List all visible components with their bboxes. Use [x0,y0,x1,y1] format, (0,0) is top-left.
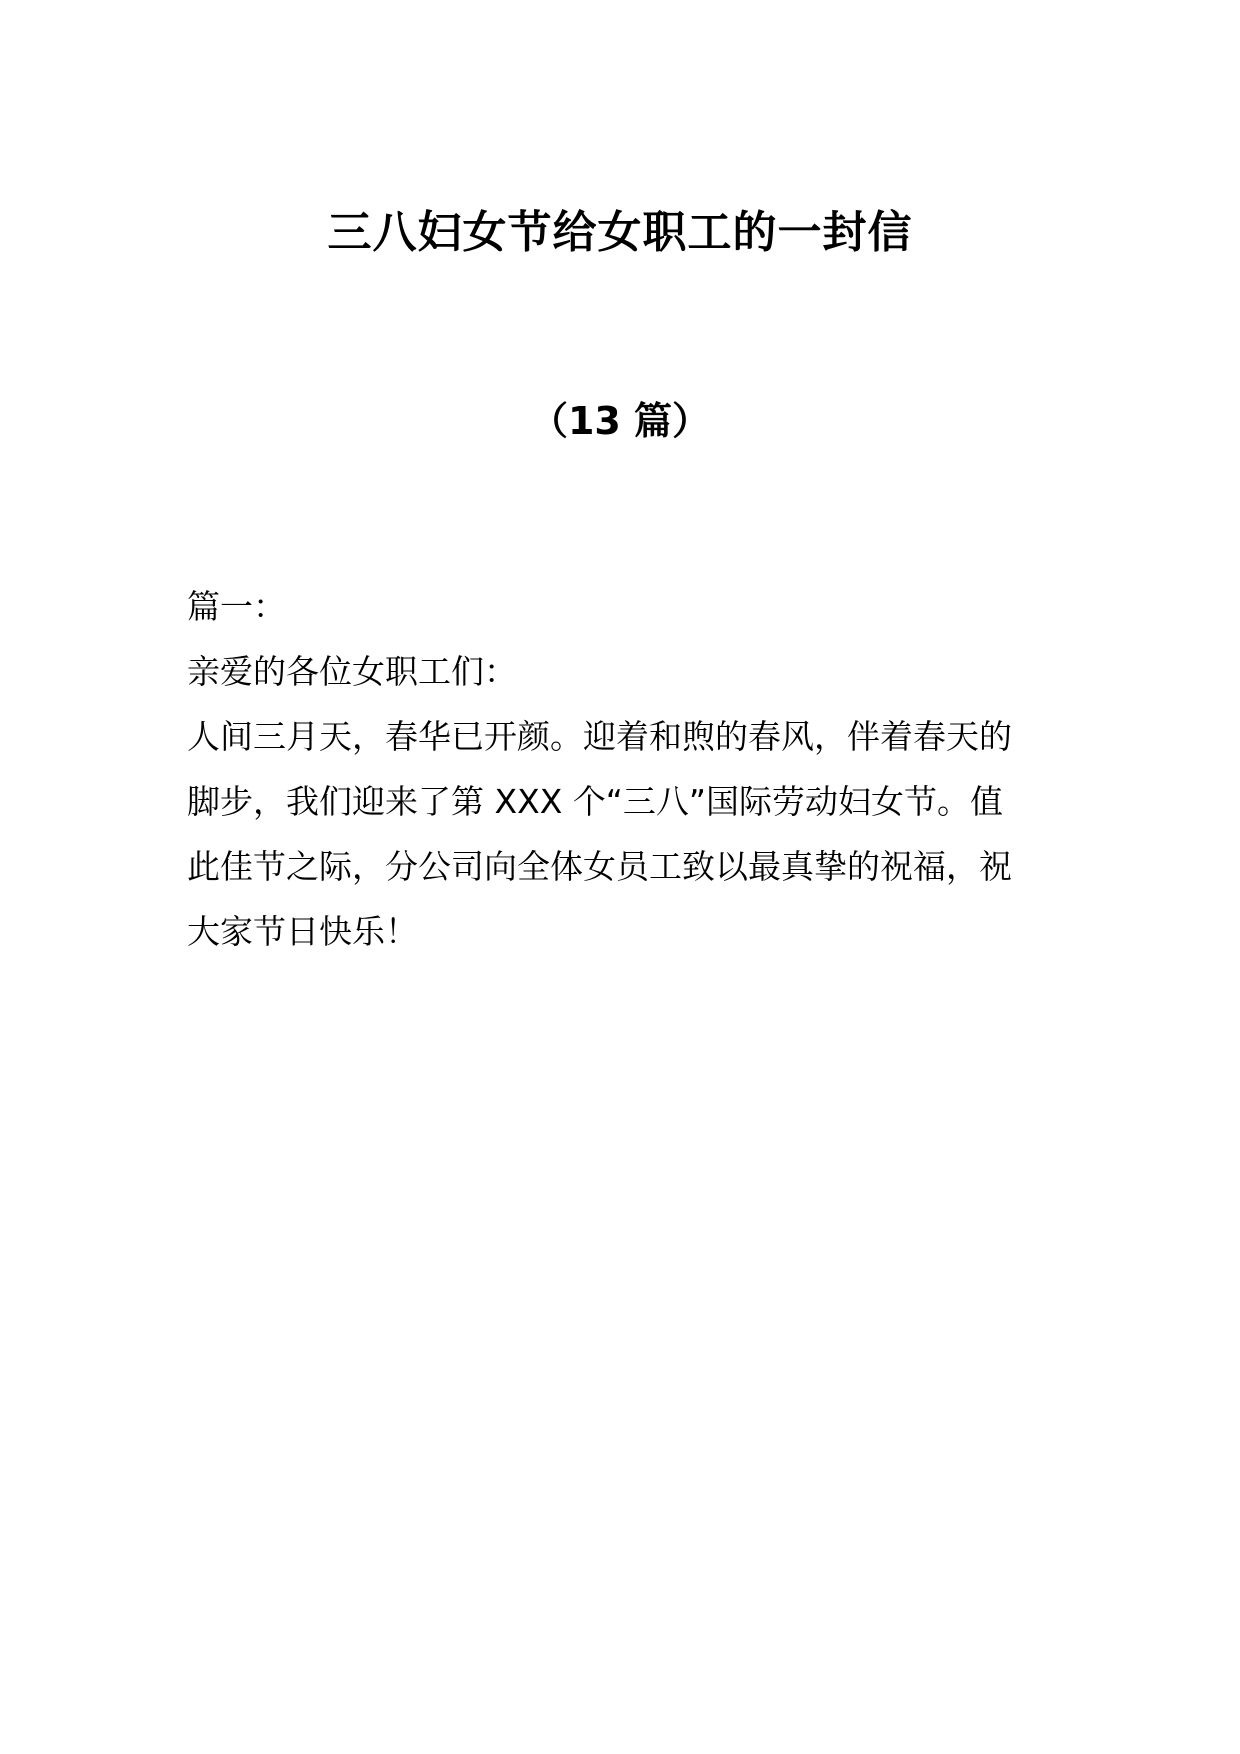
paragraph-line: 此佳节之际，分公司向全体女员工致以最真挚的祝福，祝 [187,847,1012,886]
paragraph-line: 人间三月天，春华已开颜。迎着和煦的春风，伴着春天的 [187,717,1012,756]
salutation: 亲爱的各位女职工们： [187,652,517,691]
letter-body [187,574,1057,964]
document-title: 三八妇女节给女职工的一封信 [327,207,913,258]
section-heading: 篇一： [187,587,286,626]
paragraph-line: 大家节日快乐！ [187,912,418,951]
document-subtitle: （13 篇） [529,399,711,443]
paragraph-line: 脚步，我们迎来了第 XXX 个“三八”国际劳动妇女节。值 [187,782,1003,821]
